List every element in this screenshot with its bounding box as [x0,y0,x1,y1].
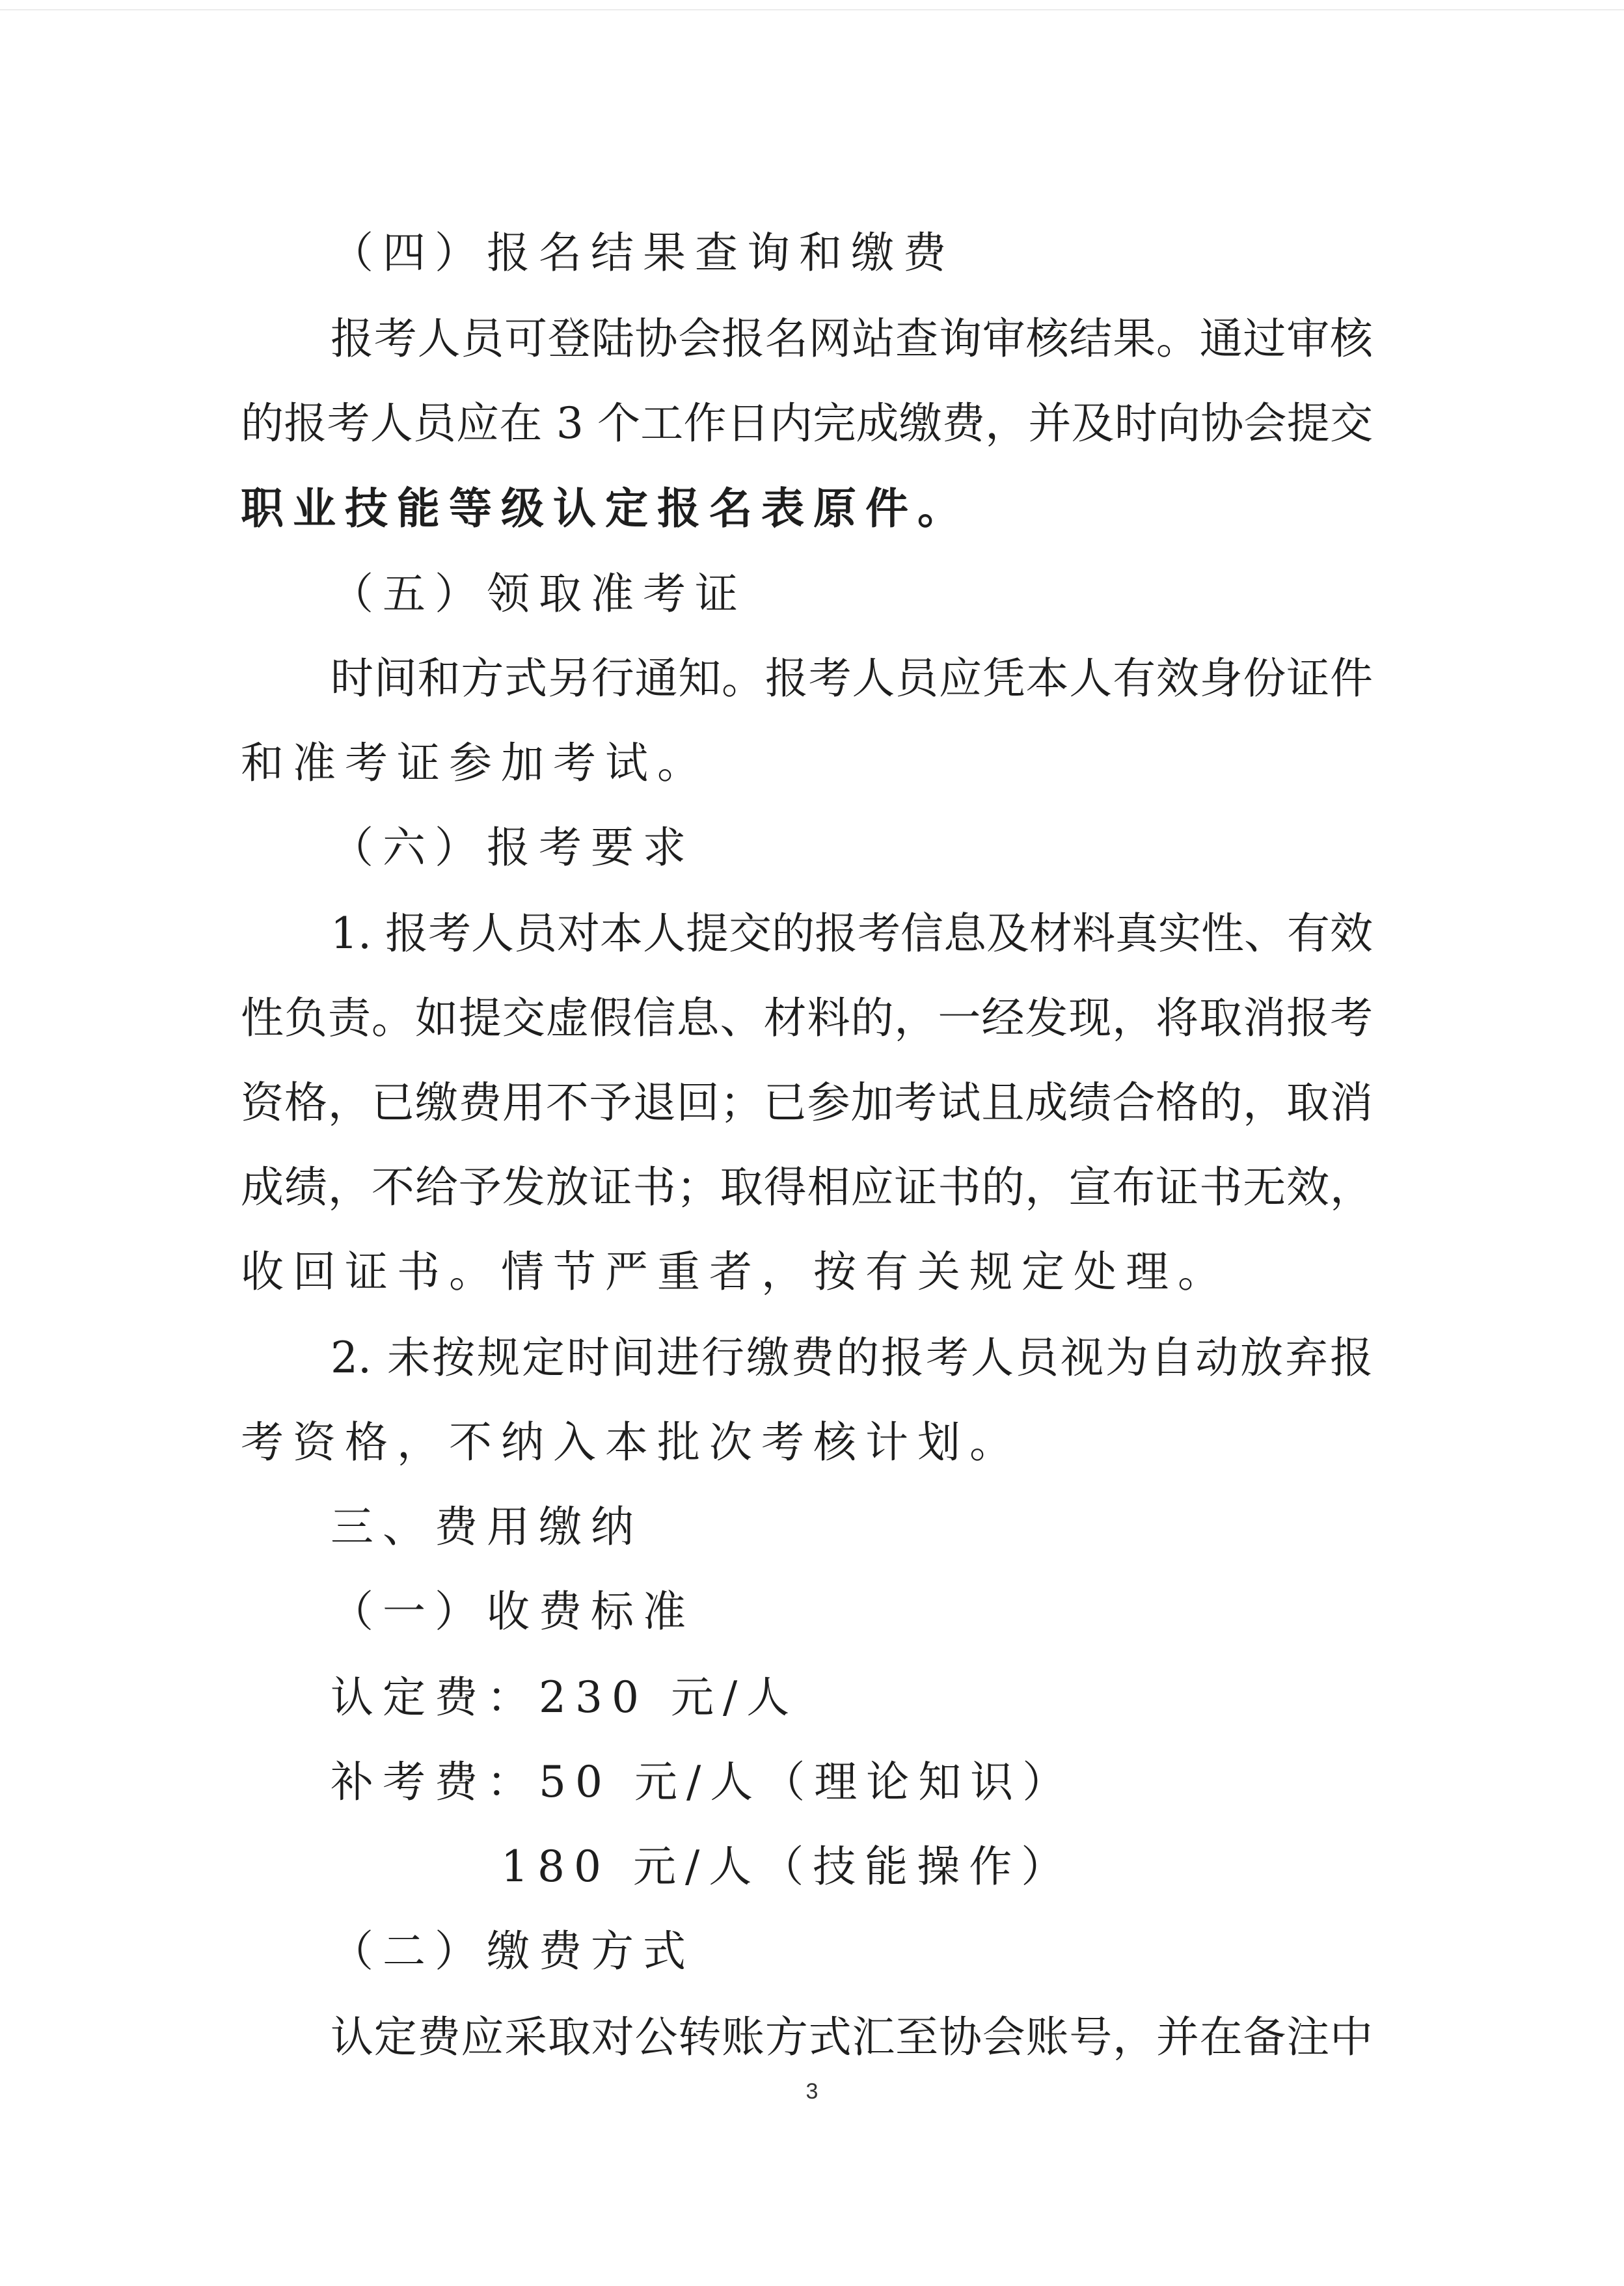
section-heading-6: （六）报考要求 [331,823,695,873]
paragraph-line: 2. 未按规定时间进行缴费的报考人员视为自动放弃报 [331,1333,1373,1383]
paragraph-line: 资格，已缴费用不予退回；已参加考试且成绩合格的，取消 [241,1078,1373,1128]
paragraph-line: 的报考人员应在 3 个工作日内完成缴费，并及时向协会提交 [241,398,1373,448]
fee-line: 180 元/人（技能操作） [501,1842,1074,1892]
paragraph-line: 考资格，不纳入本批次考核计划。 [241,1417,1022,1467]
page-number: 3 [805,2079,819,2104]
paragraph-line: 时间和方式另行通知。报考人员应凭本人有效身份证件 [331,653,1373,703]
section-heading-5: （五）领取准考证 [331,569,747,619]
paragraph-line: 报考人员可登陆协会报名网站查询审核结果。通过审核 [331,314,1373,364]
paragraph-line: 成绩，不给予发放证书；取得相应证书的，宣布证书无效， [241,1162,1373,1212]
fee-line: 认定费：230 元/人 [331,1672,799,1722]
paragraph-line: 性负责。如提交虚假信息、材料的，一经发现，将取消报考 [241,993,1373,1043]
fee-line: 补考费：50 元/人（理论知识） [331,1757,1075,1807]
section-heading-2: （二）缴费方式 [331,1926,695,1976]
scan-edge [0,9,1624,10]
paragraph-line: 认定费应采取对公转账方式汇至协会账号，并在备注中 [331,2012,1373,2062]
chapter-heading-3: 三、费用缴纳 [331,1502,643,1552]
paragraph-line: 和准考证参加考试。 [241,738,709,788]
section-heading-4: （四）报名结果查询和缴费 [331,228,955,278]
paragraph-line: 1. 报考人员对本人提交的报考信息及材料真实性、有效 [331,908,1373,959]
paragraph-line: 职业技能等级认定报名表原件。 [241,483,969,534]
section-heading-1: （一）收费标准 [331,1586,695,1637]
paragraph-line: 收回证书。情节严重者，按有关规定处理。 [241,1247,1230,1297]
